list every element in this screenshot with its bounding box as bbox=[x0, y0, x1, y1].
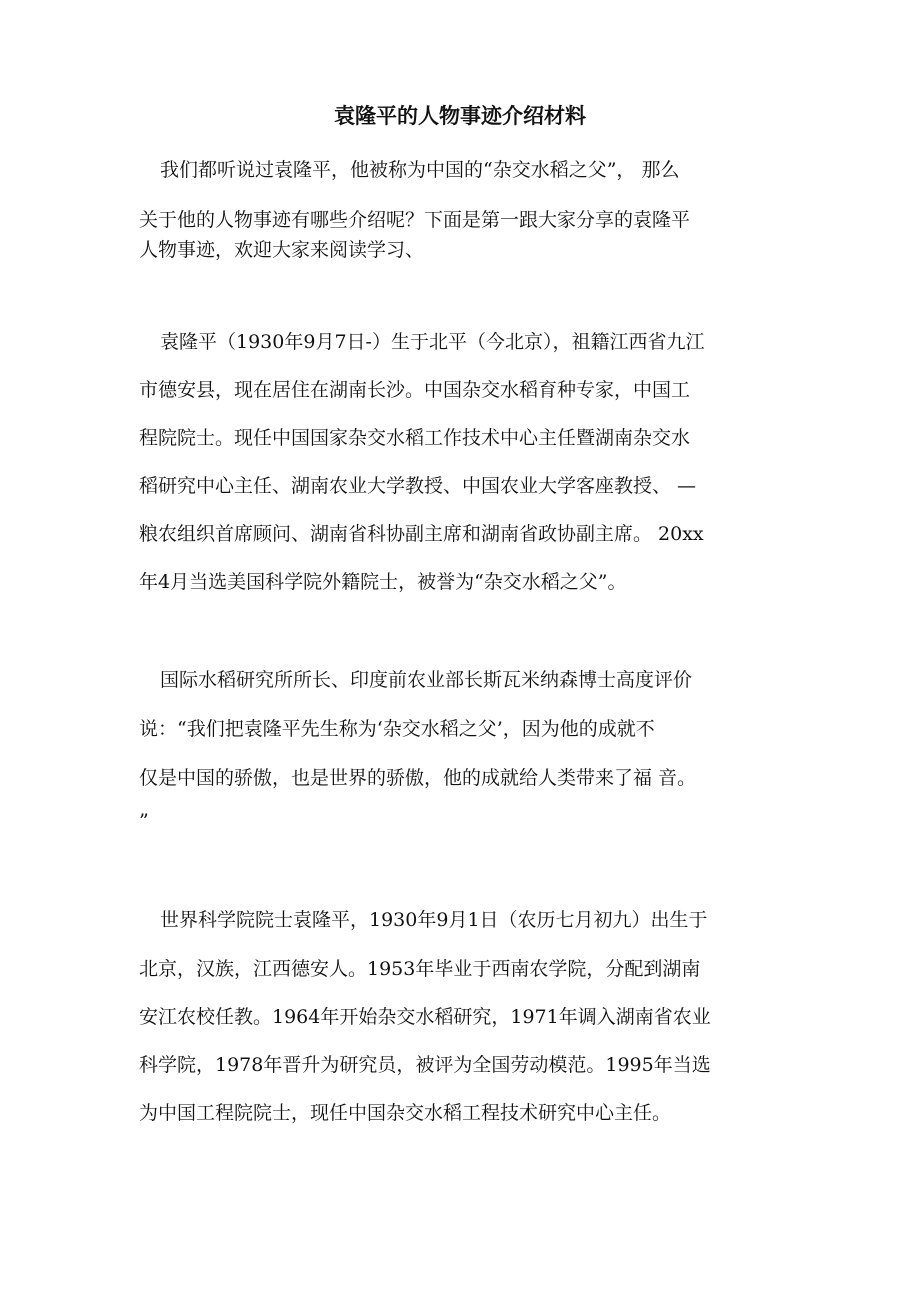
paragraph-line: 关于他的人物事迹有哪些介绍呢？下面是第一跟大家分享的袁隆平 bbox=[139, 209, 691, 231]
paragraph-line: 北京，汉族，江西德安人。1953年毕业于西南农学院，分配到湖南 bbox=[139, 958, 701, 980]
paragraph-line: 年4月当选美国科学院外籍院士，被誉为“杂交水稻之父”。 bbox=[139, 571, 627, 593]
paragraph-line: 为中国工程院院士，现任中国杂交水稻工程技术研究中心主任。 bbox=[139, 1102, 672, 1124]
paragraph-line: 科学院，1978年晋升为研究员，被评为全国劳动模范。1995年当选 bbox=[139, 1054, 711, 1076]
paragraph-line: 程院院士。现任中国国家杂交水稻工作技术中心主任暨湖南杂交水 bbox=[139, 427, 691, 449]
paragraph-line: 袁隆平（1930年9月7日-）生于北平（今北京），祖籍江西省九江 bbox=[160, 331, 705, 353]
paragraph-line: 我们都听说过袁隆平，他被称为中国的“杂交水稻之父”， 那么 bbox=[160, 159, 680, 181]
paragraph-line: 稻研究中心主任、湖南农业大学教授、中国农业大学客座教授、 — bbox=[139, 475, 697, 497]
paragraph-line: 安江农校任教。1964年开始杂交水稻研究，1971年调入湖南省农业 bbox=[139, 1006, 711, 1028]
paragraph-line: 说：“我们把袁隆平先生称为‘杂交水稻之父’，因为他的成就不 bbox=[139, 718, 655, 740]
paragraph-line: 国际水稻研究所所长、印度前农业部长斯瓦米纳森博士高度评价 bbox=[160, 669, 693, 691]
paragraph-line: ” bbox=[139, 810, 149, 832]
paragraph-line: 人物事迹，欢迎大家来阅读学习、 bbox=[139, 239, 425, 261]
paragraph-line: 仅是中国的骄傲，也是世界的骄傲，他的成就给人类带来了福 音。 bbox=[139, 767, 697, 789]
paragraph-line: 世界科学院院士袁隆平，1930年9月1日（农历七月初九）出生于 bbox=[160, 909, 708, 931]
paragraph-line: 粮农组织首席顾问、湖南省科协副主席和湖南省政协副主席。 20xx bbox=[139, 523, 704, 545]
paragraph-line: 市德安县，现在居住在湖南长沙。中国杂交水稻育种专家，中国工 bbox=[139, 379, 691, 401]
document-title: 袁隆平的人物事迹介绍材料 bbox=[334, 103, 586, 128]
